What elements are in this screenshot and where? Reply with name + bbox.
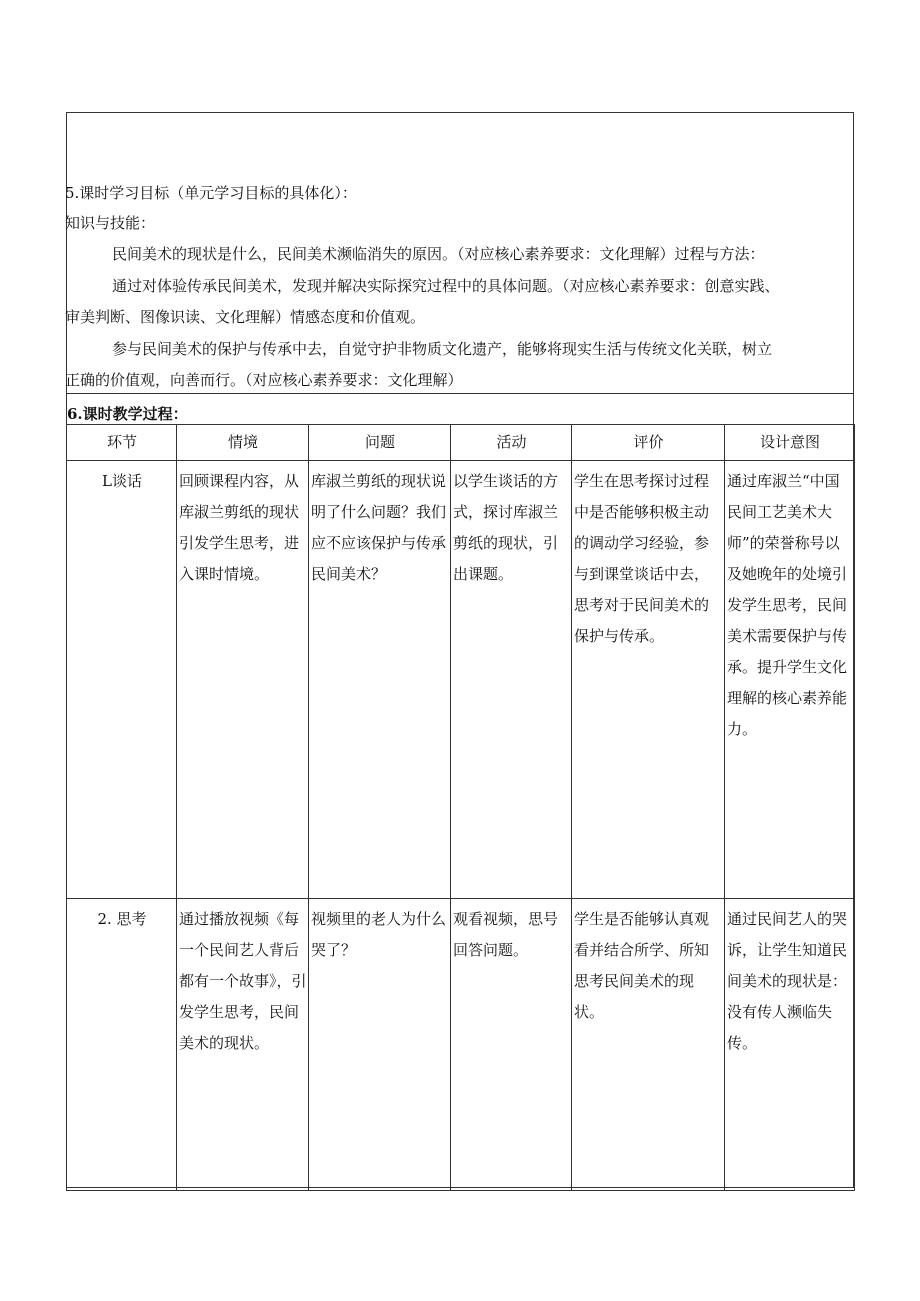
knowledge-skills-heading: 知识与技能：	[65, 214, 156, 232]
row1-question: 库淑兰剪纸的现状说明了什么问题？我们应不应该保护与传承民间美术？	[309, 461, 451, 899]
table-header-row	[67, 425, 855, 461]
teaching-process-table	[66, 424, 855, 1191]
row2-evaluation: 学生是否能够认真观看并结合所学、所知思考民间美术的现状。	[572, 899, 725, 1191]
row1-step: L谈话	[67, 461, 177, 899]
header-step: 环节	[67, 425, 177, 461]
lesson-plan-frame	[66, 112, 854, 1188]
row2-question: 视频里的老人为什么哭了？	[309, 899, 451, 1191]
row1-activity: 以学生谈话的方式，探讨库淑兰剪纸的现状，引出课题。	[451, 461, 572, 899]
header-intent: 设计意图	[725, 425, 855, 461]
table-row	[67, 899, 855, 1191]
header-evaluation: 评价	[572, 425, 725, 461]
row1-intent: 通过库淑兰“中国民间工艺美术大师”的荣誉称号以及她晚年的处境引发学生思考，民间美术需要保护与传承。提升学生文化理解的核心素养能力。	[725, 461, 855, 899]
table-row	[67, 461, 855, 899]
row2-intent: 通过民间艺人的哭诉，让学生知道民间美术的现状是：没有传人濒临失传。	[725, 899, 855, 1191]
objective-line-5: 正确的价值观，向善而行。（对应核心素养要求：文化理解）	[65, 371, 463, 389]
teaching-process-heading: 6.课时教学过程：	[67, 393, 853, 424]
objectives-heading: 5.课时学习目标（单元学习目标的具体化）：	[65, 184, 357, 202]
objective-line-4: 参与民间美术的保护与传承中去，自觉守护非物质文化遗产，能够将现实生活与传统文化关联，树立	[112, 340, 773, 358]
learning-objectives-section	[67, 113, 853, 393]
row2-step: 2. 思考	[67, 899, 177, 1191]
header-context: 情境	[177, 425, 309, 461]
objective-line-3: 审美判断、图像识读、文化理解）情感态度和价值观。	[65, 308, 426, 326]
objective-line-1: 民间美术的现状是什么，民间美术濒临消失的原因。（对应核心素养要求：文化理解）过程与方法：	[112, 245, 765, 263]
header-question: 问题	[309, 425, 451, 461]
objective-line-2: 通过对体验传承民间美术，发现并解决实际探究过程中的具体问题。（对应核心素养要求：创意实践、	[112, 277, 780, 295]
header-activity: 活动	[451, 425, 572, 461]
row1-context: 回顾课程内容，从库淑兰剪纸的现状引发学生思考，进入课时情境。	[177, 461, 309, 899]
row2-activity: 观看视频，思号回答问题。	[451, 899, 572, 1191]
row1-evaluation: 学生在思考探讨过程中是否能够积极主动的调动学习经验，参与到课堂谈话中去，思考对于民间美术的保护与传承。	[572, 461, 725, 899]
row2-context: 通过播放视频《每一个民间艺人背后都有一个故事》，引发学生思考，民间美术的现状。	[177, 899, 309, 1191]
